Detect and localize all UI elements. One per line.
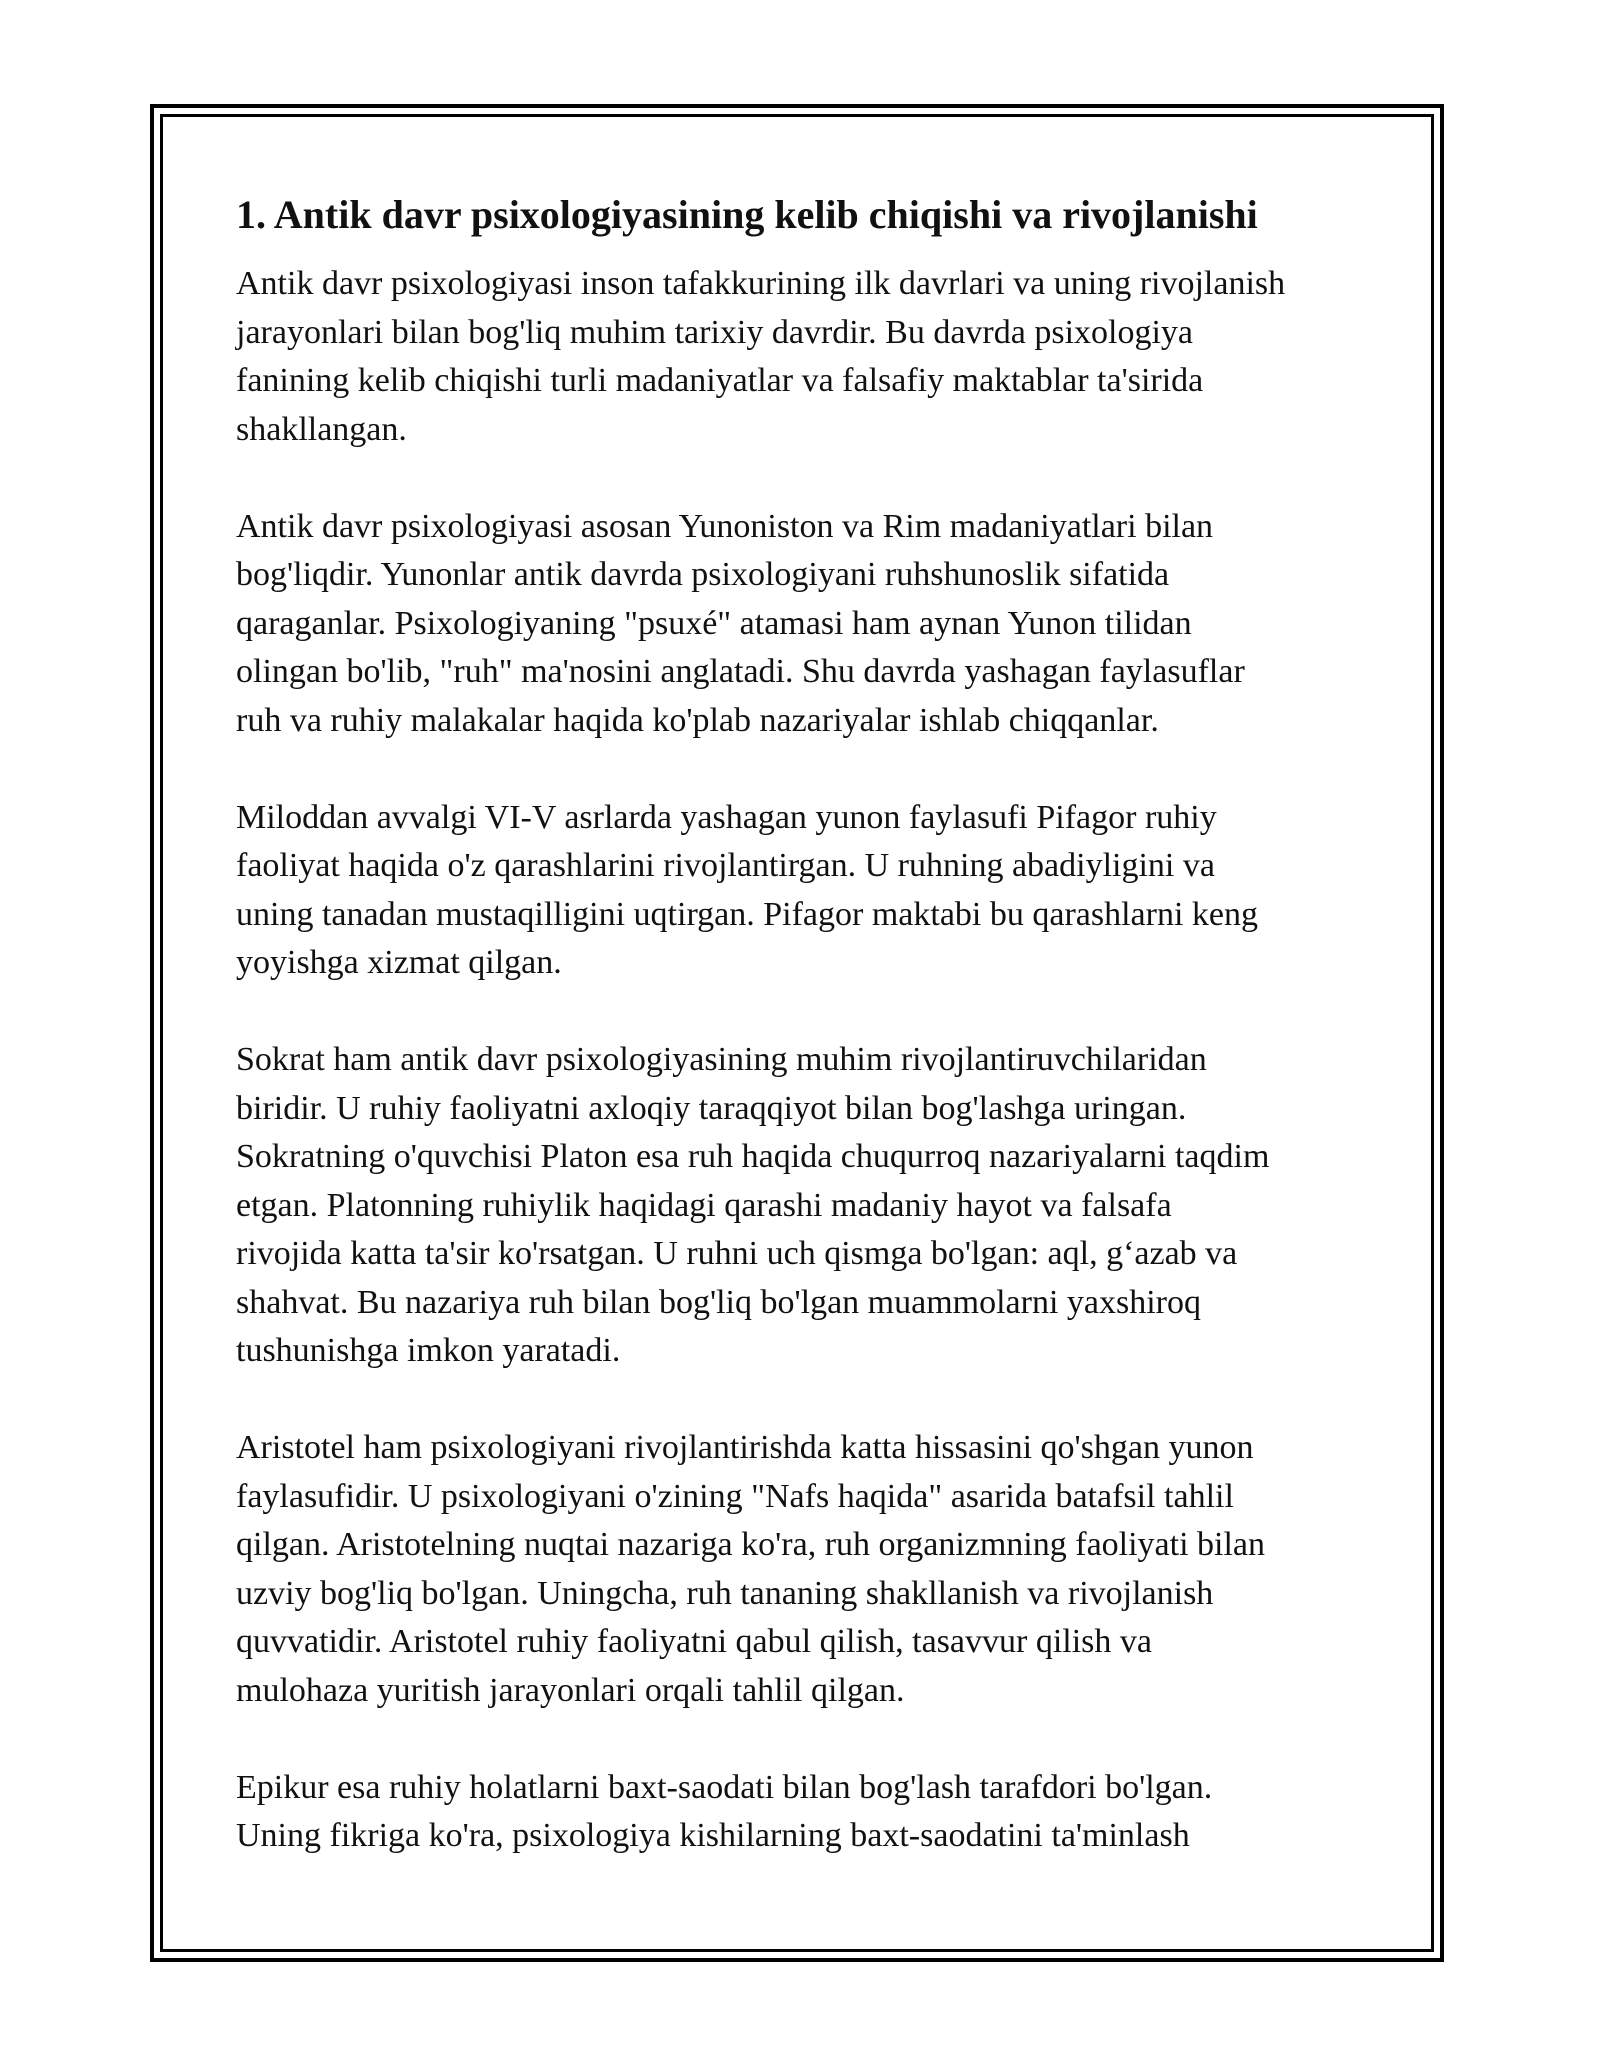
paragraph	[236, 260, 1376, 454]
paragraph-line: quvvatidir. Aristotel ruhiy faoliyatni qabul qilish, tasavvur qilish va	[236, 1623, 1152, 1660]
paragraph-line: Miloddan avvalgi VI-V asrlarda yashagan yunon faylasufi Pifagor ruhiy	[236, 798, 1217, 836]
paragraph	[236, 503, 1376, 746]
paragraph-line: etgan. Platonning ruhiylik haqidagi qarashi madaniy hayot va falsafa	[236, 1186, 1172, 1224]
section-heading: 1. Antik davr psixologiyasining kelib chiqishi va rivojlanishi	[236, 192, 1258, 237]
paragraph-line: Aristotel ham psixologiyani rivojlantirishda katta hissasini qo'shgan yunon	[236, 1429, 1254, 1466]
paragraph-line: yoyishga xizmat qilgan.	[236, 944, 562, 981]
paragraph-line: Sokratning o'quvchisi Platon esa ruh haqida chuqurroq nazariyalarni taqdim	[236, 1138, 1270, 1175]
paragraph-line: shakllangan.	[236, 410, 407, 448]
paragraph-line: bog'liqdir. Yunonlar antik davrda psixologiyani ruhshunoslik sifatida	[236, 556, 1170, 593]
paragraph-line: olingan bo'lib, "ruh" ma'nosini anglatadi. Shu davrda yashagan faylasuflar	[236, 653, 1245, 690]
paragraph	[236, 794, 1376, 988]
paragraph-line: jarayonlari bilan bog'liq muhim tarixiy davrdir. Bu davrda psixologiya	[236, 313, 1193, 351]
paragraph-line: Epikur esa ruhiy holatlarni baxt-saodati bilan bog'lash tarafdori bo'lgan.	[236, 1768, 1213, 1806]
paragraph	[236, 1764, 1376, 1861]
paragraph-line: mulohaza yuritish jarayonlari orqali tahlil qilgan.	[236, 1671, 905, 1709]
paragraph-line: biridir. U ruhiy faoliyatni axloqiy taraqqiyot bilan bog'lashga uringan.	[236, 1089, 1187, 1127]
paragraph-line: qaraganlar. Psixologiyaning "psuxé" atamasi ham aynan Yunon tilidan	[236, 604, 1192, 642]
paragraph-line: Uning fikriga ko'ra, psixologiya kishilarning baxt-saodatini ta'minlash	[236, 1817, 1190, 1854]
paragraph-line: Antik davr psixologiyasi inson tafakkurining ilk davrlari va uning rivojlanish	[236, 265, 1286, 302]
paragraph	[236, 1036, 1376, 1376]
document-body	[236, 180, 1376, 1909]
paragraph-line: rivojida katta ta'sir ko'rsatgan. U ruhni uch qismga bo'lgan: aql, g‘azab va	[236, 1235, 1238, 1272]
paragraph-line: tushunishga imkon yaratadi.	[236, 1332, 621, 1369]
paragraph-line: qilgan. Aristotelning nuqtai nazariga ko'ra, ruh organizmning faoliyati bilan	[236, 1526, 1266, 1563]
paragraph-line: Antik davr psixologiyasi asosan Yunoniston va Rim madaniyatlari bilan	[236, 507, 1214, 545]
paragraph	[236, 1424, 1376, 1715]
paragraph-line: fanining kelib chiqishi turli madaniyatlar va falsafiy maktablar ta'sirida	[236, 362, 1204, 399]
paragraph-line: ruh va ruhiy malakalar haqida ko'plab nazariyalar ishlab chiqqanlar.	[236, 701, 1159, 739]
paragraph-line: uning tanadan mustaqilligini uqtirgan. Pifagor maktabi bu qarashlarni keng	[236, 895, 1258, 933]
paragraph-line: shahvat. Bu nazariya ruh bilan bog'liq bo'lgan muammolarni yaxshiroq	[236, 1283, 1201, 1321]
paragraph-line: faylasufidir. U psixologiyani o'zining "Nafs haqida" asarida batafsil tahlil	[236, 1477, 1234, 1515]
paragraph-line: faoliyat haqida o'z qarashlarini rivojlantirgan. U ruhning abadiyligini va	[236, 847, 1215, 884]
paragraph-line: uzviy bog'liq bo'lgan. Uningcha, ruh tananing shakllanish va rivojlanish	[236, 1574, 1214, 1612]
paragraph-list	[236, 260, 1376, 1861]
paragraph-line: Sokrat ham antik davr psixologiyasining muhim rivojlantiruvchilaridan	[236, 1041, 1207, 1078]
